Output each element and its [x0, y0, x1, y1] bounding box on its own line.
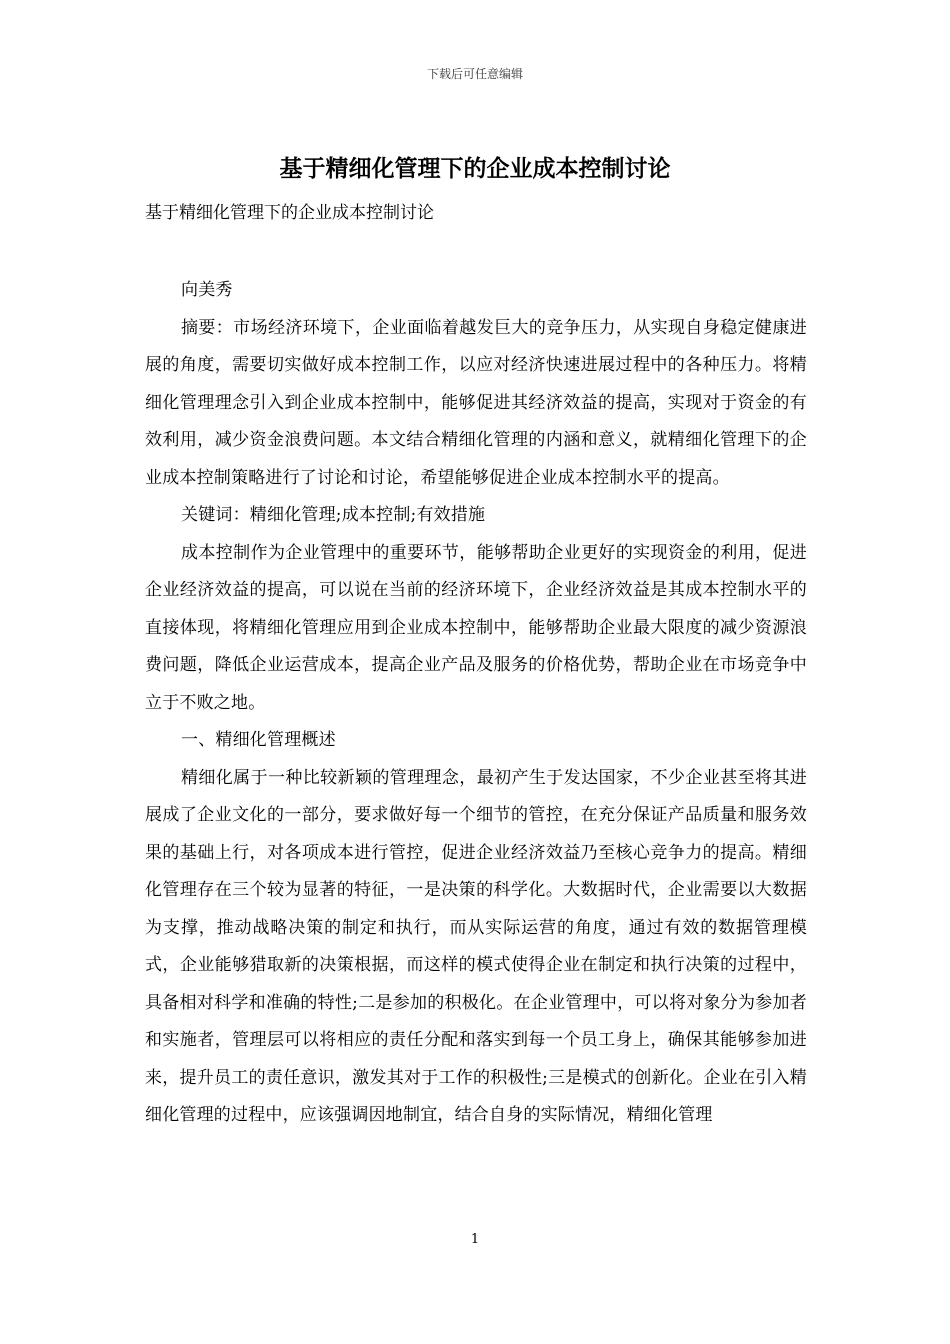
header-note: 下载后可任意编辑 — [426, 67, 523, 81]
keywords-paragraph: 关键词：精细化管理;成本控制;有效措施 — [181, 505, 486, 525]
intro-paragraph: 成本控制作为企业管理中的重要环节，能够帮助企业更好的实现资金的利用，促进企业经济效益的提高，可以说在当前的经济环境下，企业经济效益是其成本控制水平的直接体现，将精细化管理应用到企业成本控制中，能够帮助企业最大限度的减少资源浪费问题，降低企业运营成本，提高企业产品及服务的价格优势，帮助企业在市场竞争中立于不败之地。 — [145, 542, 807, 713]
author-name: 向美秀 — [181, 280, 233, 300]
abstract-paragraph: 摘要：市场经济环境下，企业面临着越发巨大的竞争压力，从实现自身稳定健康进展的角度，需要切实做好成本控制工作，以应对经济快速进展过程中的各种压力。将精细化管理理念引入到企业成本控制中，能够促进其经济效益的提高，实现对于资金的有效利用，减少资金浪费问题。本文结合精细化管理的内涵和意义，就精细化管理下的企业成本控制策略进行了讨论和讨论，希望能够促进企业成本控制水平的提高。 — [145, 317, 807, 488]
document-body — [145, 272, 807, 1135]
document-title: 基于精细化管理下的企业成本控制讨论 — [279, 155, 671, 182]
body-paragraph: 精细化属于一种比较新颖的管理理念，最初产生于发达国家，不少企业甚至将其进展成了企业文化的一部分，要求做好每一个细节的管控，在充分保证产品质量和服务效果的基础上行，对各项成本进行管控，促进企业经济效益乃至核心竞争力的提高。精细化管理存在三个较为显著的特征，一是决策的科学化。大数据时代，企业需要以大数据为支撑，推动战略决策的制定和执行，而从实际运营的角度，通过有效的数据管理模式，企业能够猎取新的决策根据，而这样的模式使得企业在制定和执行决策的过程中，具备相对科学和准确的特性;二是参加的积极化。在企业管理中，可以将对象分为参加者和实施者，管理层可以将相应的责任分配和落实到每一个员工身上，确保其能够参加进来，提升员工的责任意识，激发其对于工作的积极性;三是模式的创新化。企业在引入精细化管理的过程中，应该强调因地制宜，结合自身的实际情况，精细化管理 — [145, 767, 807, 1125]
section-heading: 一、精细化管理概述 — [181, 730, 336, 750]
page-number: 1 — [470, 1232, 480, 1247]
document-subtitle: 基于精细化管理下的企业成本控制讨论 — [145, 203, 434, 223]
